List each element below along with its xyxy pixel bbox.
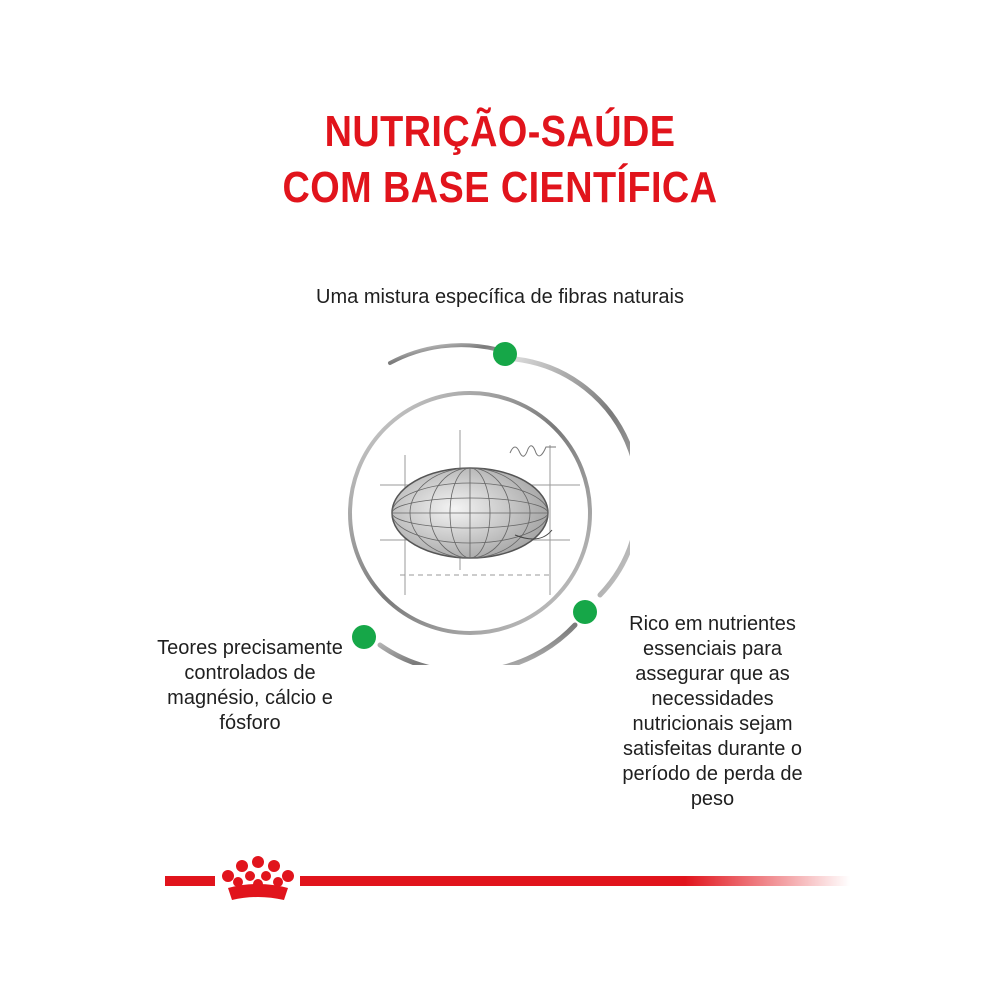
kibble-diagram (320, 335, 630, 665)
page-title (70, 104, 930, 216)
green-dot-top (493, 342, 517, 366)
brand-footer (0, 840, 1000, 920)
outer-arc-top (390, 345, 495, 363)
feature-nutrients-text: Rico em nutrientes essenciais para assegurar que as necessidades nutricionais sejam satisfeitas durante o período de perda de peso (622, 613, 803, 810)
footer-bar-right (300, 876, 850, 886)
footer-bar-left (165, 876, 215, 886)
green-dot-right (573, 600, 597, 624)
title-line-2: COM BASE CIENTÍFICA (282, 163, 718, 212)
feature-fibers-text: Uma mistura específica de fibras naturais (316, 286, 684, 308)
kibble-sketch-icon (392, 468, 552, 558)
sketch-scribble (510, 446, 556, 456)
title-line-1: NUTRIÇÃO-SAÚDE (324, 107, 676, 156)
crown-logo-icon (222, 856, 294, 900)
feature-minerals-text: Teores precisamente controlados de magnésio, cálcio e fósforo (157, 637, 343, 734)
green-dot-left (352, 625, 376, 649)
outer-arc-right (515, 359, 630, 595)
